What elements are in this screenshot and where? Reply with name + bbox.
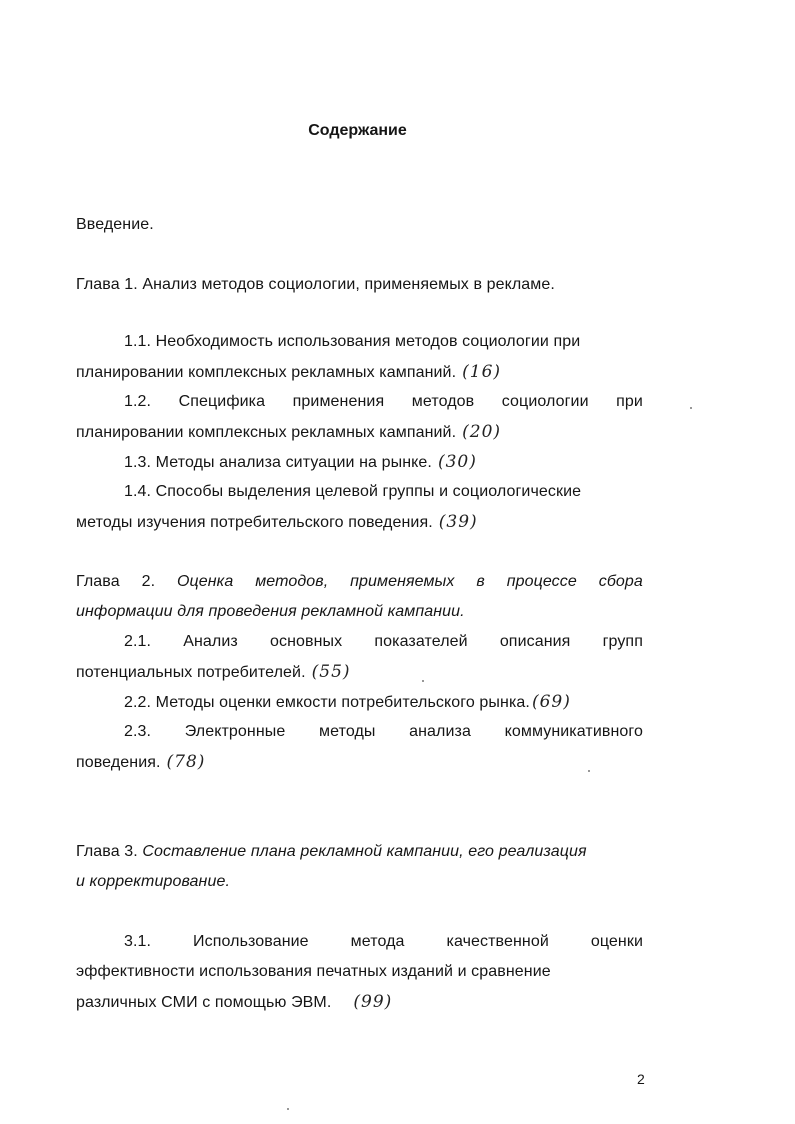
section-3-1 xyxy=(76,927,643,1018)
section-1-2 xyxy=(76,387,643,448)
chapter3-title-text: Составление плана рекламной кампании, его реализация xyxy=(142,843,587,860)
handwritten-page-ref: (69) xyxy=(531,692,571,712)
scan-speck xyxy=(287,1108,289,1110)
chapter2-heading xyxy=(76,567,643,627)
section-1-4-line2: методы изучения потребительского поведения. (39) xyxy=(76,512,478,532)
chapter3-heading xyxy=(76,837,643,897)
section-2-2 xyxy=(76,687,643,718)
section-1-1-line1: 1.1. Необходимость использования методов социологии при xyxy=(124,333,581,350)
section-1-3 xyxy=(76,447,643,478)
scan-speck xyxy=(690,407,692,409)
section-1-4 xyxy=(76,477,643,538)
section-2-2-line1: 2.2. Методы оценки емкости потребительского рынка. (69) xyxy=(124,692,571,712)
section-1-4-line1: 1.4. Способы выделения целевой группы и социологические xyxy=(124,483,582,500)
section-3-1-line1: 3.1. Использование метода качественной оценки xyxy=(124,933,643,950)
scan-speck xyxy=(588,770,590,772)
section-2-3-line2: поведения. (78) xyxy=(76,752,206,772)
handwritten-page-ref: (99) xyxy=(353,992,393,1012)
section-2-1 xyxy=(76,627,643,688)
section-1-2-line2: планировании комплексных рекламных кампаний. (20) xyxy=(76,422,502,442)
handwritten-page-ref: (39) xyxy=(438,512,478,532)
section-3-1-line3: различных СМИ с помощью ЭВМ. (99) xyxy=(76,992,393,1012)
chapter1-heading xyxy=(76,270,643,300)
section-1-1 xyxy=(76,327,643,388)
handwritten-page-ref: (78) xyxy=(166,752,206,772)
chapter1-heading-text: Глава 1. Анализ методов социологии, применяемых в рекламе. xyxy=(76,276,555,293)
page-number: 2 xyxy=(637,1071,645,1087)
intro-entry xyxy=(76,210,643,240)
handwritten-page-ref: (16) xyxy=(462,362,502,382)
chapter3-heading-line1 xyxy=(76,837,643,867)
scan-speck xyxy=(422,680,424,682)
handwritten-page-ref: (30) xyxy=(437,452,477,472)
intro-text: Введение. xyxy=(76,216,154,233)
handwritten-page-ref: (55) xyxy=(311,662,351,682)
chapter2-heading-line1: Глава 2. Оценка методов, применяемых в процессе сбора xyxy=(76,573,643,590)
section-2-3-line1: 2.3. Электронные методы анализа коммуникативного xyxy=(124,723,643,740)
section-2-3 xyxy=(76,717,643,778)
section-3-1-line2: эффективности использования печатных изданий и сравнение xyxy=(76,963,551,980)
chapter3-label: Глава 3. xyxy=(76,843,143,860)
section-1-3-line1: 1.3. Методы анализа ситуации на рынке. (30) xyxy=(124,452,477,472)
chapter3-heading-line2: и корректирование. xyxy=(76,873,230,890)
handwritten-page-ref: (20) xyxy=(462,422,502,442)
section-1-1-line2: планировании комплексных рекламных кампаний. (16) xyxy=(76,362,502,382)
section-2-1-line2: потенциальных потребителей. (55) xyxy=(76,662,351,682)
chapter2-heading-line2: информации для проведения рекламной кампании. xyxy=(76,603,465,620)
section-1-2-line1: 1.2. Специфика применения методов социологии при xyxy=(124,393,643,410)
section-2-1-line1: 2.1. Анализ основных показателей описания групп xyxy=(124,633,643,650)
page-title: Содержание xyxy=(308,122,407,139)
